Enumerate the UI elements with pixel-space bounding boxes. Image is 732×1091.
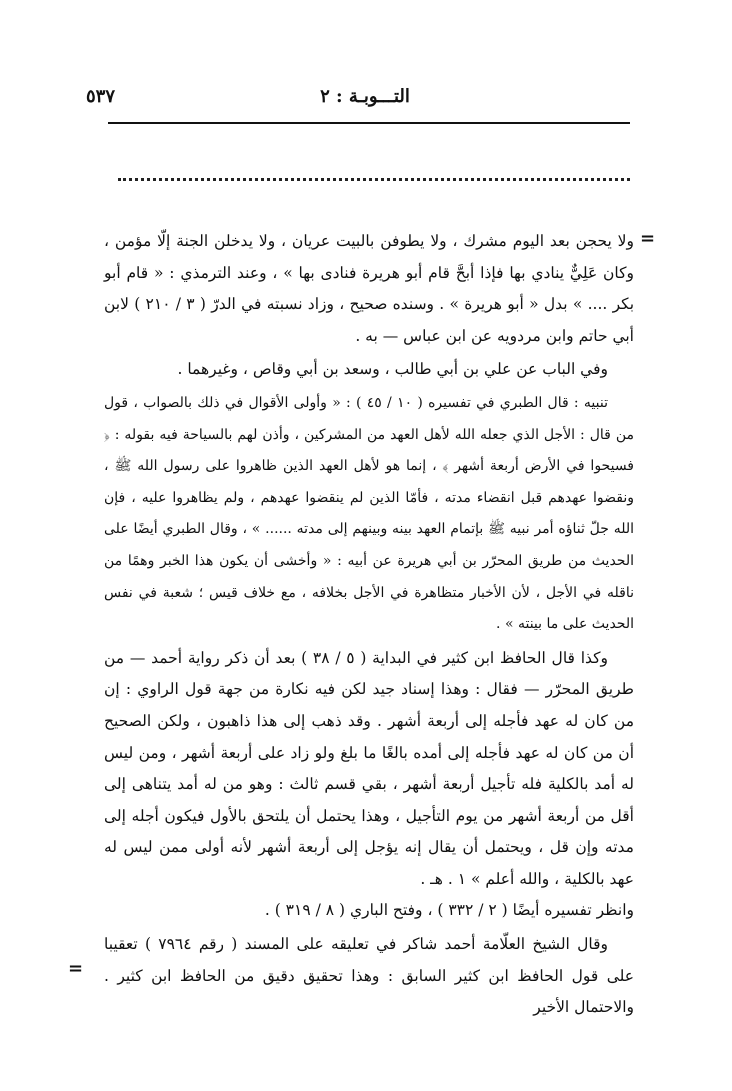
dotted-separator (118, 178, 630, 181)
paragraph-shakir: وقال الشيخ العلّامة أحمد شاكر في تعليقه على المسند ( رقم ٧٩٦٤ ) تعقيبا على قول الحافظ ابن كثير السابق : وهذا تحقيق دقيق من الحافظ ابن كثير . والاحتمال الأخير (104, 935, 634, 1017)
footnote-body (104, 226, 634, 1024)
paragraph-ibn-kathir: وكذا قال الحافظ ابن كثير في البداية ( ٥ / ٣٨ ) بعد أن ذكر رواية أحمد — من طريق المحرّر — فقال : وهذا إسناد جيد لكن فيه نكارة من جهة قول الراوي : إن من كان له عهد فأجله إلى أربعة أشهر . وقد ذهب إلى هذا ذاهبون ، ولكن الصحيح أن من كان له عهد فأجله إلى أمده بالغًا ما بلغ ولو زاد على أربعة أشهر ، ومن ليس له أمد بالكلية فله تأجيل أربعة أشهر ، بقي قسم ثالث : وهو من له أمد يتناهى إلى أقل من أربعة أشهر من يوم التأجيل ، وهذا يحتمل أن يلتحق بالأول فيكون أجله إلى مدته وإن قل ، ويحتمل أن يقال إنه يؤجل إلى أربعة أشهر لأنه أولى ممن ليس له عهد بالكلية ، والله أعلم » ١ . هـ . (104, 648, 634, 888)
paragraph-other-narrations: وفي الباب عن علي بن أبي طالب ، وسعد بن أبي وقاص ، وغيرهما . (177, 360, 608, 379)
continuation-marker-bottom: = (68, 958, 84, 979)
paragraph-tabari-note: تنبيه : قال الطبري في تفسيره ( ١٠ / ٤٥ ) : « وأولى الأقوال في ذلك بالصواب ، قول من قال : الأجل الذي جعله الله لأهل العهد من المشركين ، وأذن لهم بالسياحة فيه بقوله : ﴿ فسيحوا في الأرض أربعة أشهر ﴾ ، إنما هو لأهل العهد الذين ظاهروا على رسول الله ﷺ ، ونقضوا عهدهم قبل انقضاء مدته ، فأمّا الذين لم ينقضوا عهدهم ، ولم يظاهروا عليه ، فإن الله جلّ ثناؤه أمر نبيه ﷺ بإتمام العهد بينه وبينهم إلى مدته ...... » ، وقال الطبري أيضًا على الحديث من طريق المحرّر بن أبي هريرة عن أبيه : « وأخشى أن يكون هذا الخبر وهمًا من ناقله في الأجل ، لأن الأخبار متظاهرة في الأجل بخلافه ، مع خلاف قيس ؛ شعبة في نفس الحديث على ما بينته » . (104, 394, 635, 633)
page-number: ٥٣٧ (86, 86, 116, 107)
paragraph-see-also: وانظر تفسيره أيضًا ( ٢ / ٣٣٢ ) ، وفتح الباري ( ٨ / ٣١٩ ) . (264, 901, 634, 920)
paragraph-hadith-continuation: ولا يحجن بعد اليوم مشرك ، ولا يطوفن بالبيت عريان ، ولا يدخلن الجنة إلّا مؤمن ، وكان عَلِيٌّ ينادي بها فإذا أبحَّ قام أبو هريرة فنادى بها » ، وعند الترمذي : « قام أبو بكر .... » بدل « أبو هريرة » . وسنده صحيح ، وزاد نسبته في الدرّ ( ٣ / ٢١٠ ) لابن أبي حاتم وابن مردويه عن ابن عباس — به . (104, 232, 635, 345)
header-rule (108, 122, 630, 124)
continuation-marker-top: = (640, 228, 656, 249)
running-head-title: التـــوبـة : ٢ (320, 86, 410, 107)
